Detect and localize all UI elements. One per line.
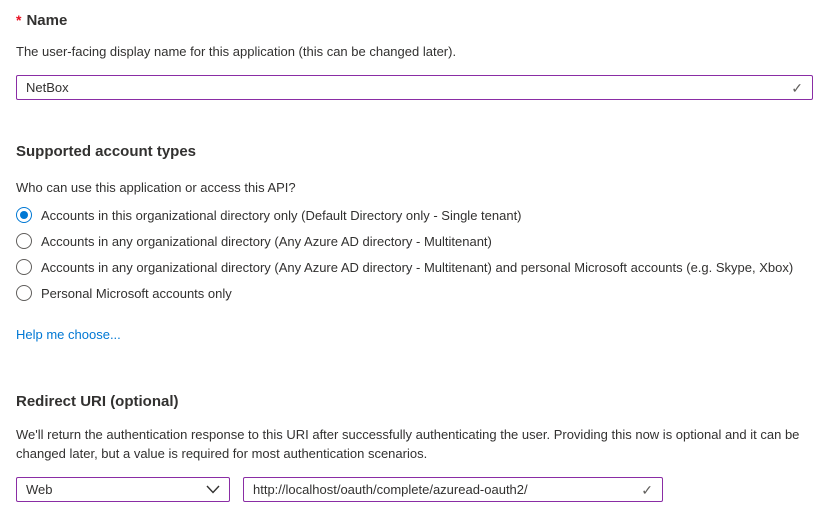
- redirect-uri-input[interactable]: [243, 477, 663, 502]
- required-asterisk: *: [16, 12, 22, 28]
- help-me-choose-link[interactable]: Help me choose...: [16, 327, 121, 342]
- radio-option-label: Personal Microsoft accounts only: [41, 285, 232, 301]
- redirect-uri-controls: [16, 477, 813, 502]
- redirect-uri-title: Redirect URI (optional): [16, 393, 179, 410]
- radio-option-multitenant[interactable]: [16, 228, 813, 254]
- chevron-down-icon: [206, 485, 220, 494]
- radio-option-label: Accounts in this organizational directory only (Default Directory only - Single tenant): [41, 207, 522, 223]
- radio-option-single-tenant[interactable]: [16, 202, 813, 228]
- account-types-question: Who can use this application or access this API?: [16, 180, 296, 195]
- radio-option-label: Accounts in any organizational directory (Any Azure AD directory - Multitenant): [41, 233, 492, 249]
- radio-option-label: Accounts in any organizational directory (Any Azure AD directory - Multitenant) and personal Microsoft accounts (e.g. Skype, Xbox): [41, 259, 794, 275]
- platform-dropdown[interactable]: [16, 477, 230, 502]
- radio-option-personal-only[interactable]: [16, 280, 813, 306]
- platform-dropdown-value: Web: [26, 482, 53, 497]
- name-description: The user-facing display name for this application (this can be changed later).: [16, 44, 457, 59]
- radio-icon: [16, 233, 32, 249]
- app-registration-form: [0, 12, 829, 502]
- account-types-radio-group: [16, 202, 813, 306]
- account-types-title: Supported account types: [16, 143, 197, 160]
- name-section-header: [16, 12, 813, 30]
- radio-icon: [16, 285, 32, 301]
- name-input[interactable]: [16, 75, 813, 100]
- radio-option-multitenant-personal[interactable]: [16, 254, 813, 280]
- radio-icon: [16, 259, 32, 275]
- checkmark-icon: ✓: [791, 79, 803, 96]
- checkmark-icon: ✓: [641, 481, 653, 498]
- name-input-value: NetBox: [26, 80, 69, 95]
- redirect-uri-value: http://localhost/oauth/complete/azuread-oauth2/: [253, 482, 528, 497]
- name-section-title: Name: [26, 12, 68, 29]
- redirect-uri-description: We'll return the authentication response to this URI after successfully authenticating the user. Providing this now is optional and it can be changed later, but a value is required for most authentication scenarios.: [16, 427, 800, 461]
- radio-icon: [16, 207, 32, 223]
